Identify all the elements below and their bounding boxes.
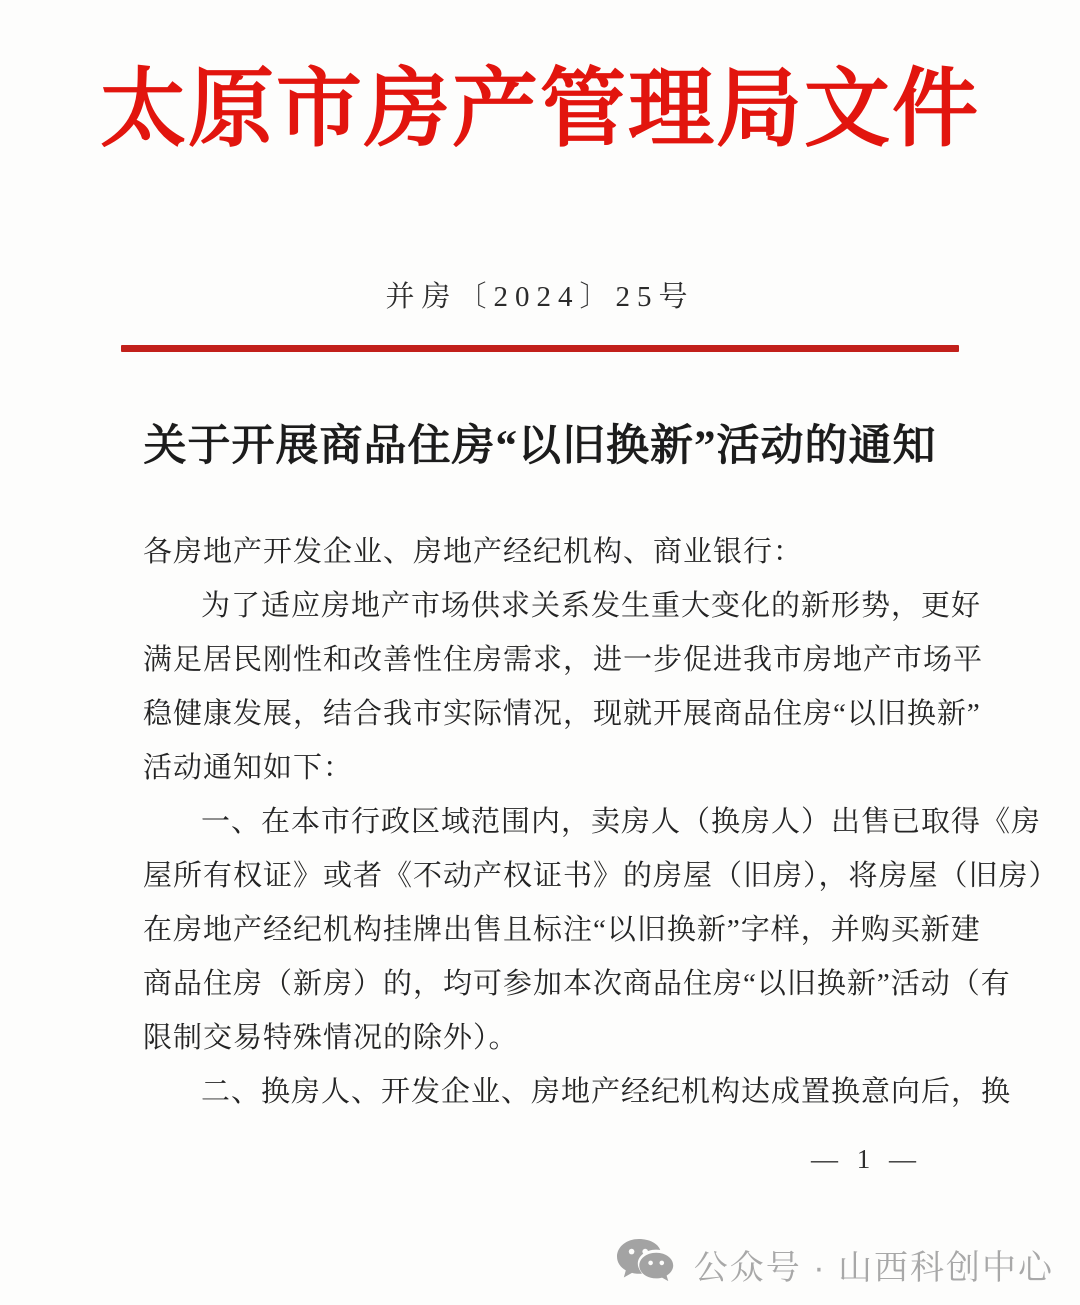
body-line: 在房地产经纪机构挂牌出售且标注“以旧换新”字样，并购买新建: [143, 913, 981, 946]
red-divider-line: [121, 345, 959, 352]
document-title: 关于开展商品住房“以旧换新”活动的通知: [143, 422, 937, 470]
document-body: [143, 525, 1059, 1119]
watermark-footer: [616, 1236, 1054, 1292]
page-number: — 1 —: [811, 1144, 922, 1174]
body-line: 商品住房（新房）的，均可参加本次商品住房“以旧换新”活动（有: [143, 967, 1011, 1000]
salutation-line: 各房地产开发企业、房地产经纪机构、商业银行：: [143, 535, 804, 568]
watermark-text: 公众号 · 山西科创中心: [693, 1248, 1054, 1287]
body-line: 屋所有权证》或者《不动产权证书》的房屋（旧房），将房屋（旧房）: [143, 859, 1059, 892]
document-number: 并房〔2024〕25号: [385, 280, 695, 313]
agency-letterhead: 太原市房产管理局文件: [100, 61, 980, 157]
wechat-logo-icon: [616, 1236, 680, 1292]
body-line: 一、在本市行政区域范围内，卖房人（换房人）出售已取得《房: [201, 805, 1042, 838]
body-line: 二、换房人、开发企业、房地产经纪机构达成置换意向后，换: [201, 1075, 1012, 1108]
body-line: 满足居民刚性和改善性住房需求，进一步促进我市房地产市场平: [143, 643, 984, 676]
body-line: 稳健康发展，结合我市实际情况，现就开展商品住房“以旧换新”: [143, 697, 981, 730]
body-line: 限制交易特殊情况的除外）。: [143, 1021, 519, 1054]
body-line: 为了适应房地产市场供求关系发生重大变化的新形势，更好: [201, 589, 982, 622]
body-line: 活动通知如下：: [143, 751, 354, 784]
